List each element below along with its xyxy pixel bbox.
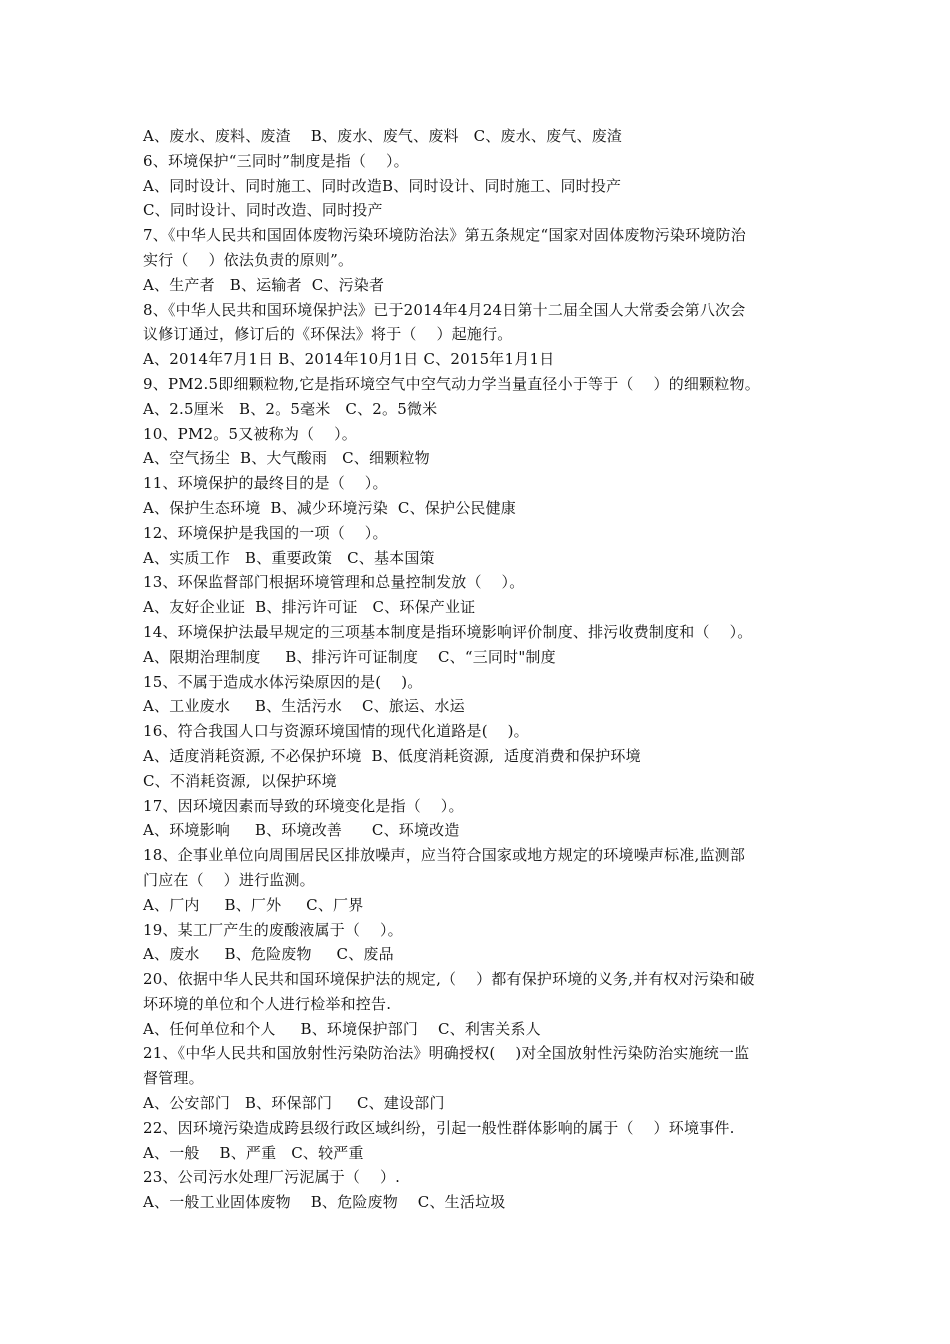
text-line: A、废水、废料、废渣 B、废水、废气、废料 C、废水、废气、废渣 bbox=[143, 127, 623, 145]
text-line: 8、《中华人民共和国环境保护法》已于2014年4月24日第十二届全国人大常委会第八次会 bbox=[143, 300, 746, 319]
text-line: A、友好企业证 B、排污许可证 C、环保产业证 bbox=[143, 598, 476, 617]
text-line: 实行（ ）依法负责的原则”。 bbox=[143, 250, 354, 269]
text-line: 16、符合我国人口与资源环境国情的现代化道路是( )。 bbox=[143, 722, 529, 741]
text-line: 9、PM2.5即细颗粒物,它是指环境空气中空气动力学当量直径小于等于（ ）的细颗粒物。 bbox=[143, 374, 760, 393]
text-line: A、保护生态环境 B、减少环境污染 C、保护公民健康 bbox=[143, 498, 517, 517]
text-line: A、2014年7月1日 B、2014年10月1日 C、2015年1月1日 bbox=[143, 350, 555, 369]
text-line: 14、环境保护法最早规定的三项基本制度是指环境影响评价制度、排污收费制度和（ ）。 bbox=[143, 622, 753, 641]
text-line: 督管理。 bbox=[143, 1069, 204, 1088]
text-line: 18、企事业单位向周围居民区排放噪声，应当符合国家或地方规定的环境噪声标准,监测部 bbox=[143, 846, 746, 865]
text-line: A、同时设计、同时施工、同时改造B、同时设计、同时施工、同时投产 bbox=[143, 176, 622, 195]
text-line: 22、因环境污染造成跨县级行政区域纠纷，引起一般性群体影响的属于（ ）环境事件. bbox=[143, 1118, 735, 1137]
text-line: A、2.5厘米 B、2。5毫米 C、2。5微米 bbox=[143, 399, 438, 418]
text-line: 21、《中华人民共和国放射性污染防治法》明确授权( )对全国放射性污染防治实施统一监 bbox=[143, 1044, 750, 1063]
text-line: 议修订通过，修订后的《环保法》将于（ ）起施行。 bbox=[143, 325, 513, 344]
text-line: 7、《中华人民共和国固体废物污染环境防治法》第五条规定“国家对固体废物污染环境防治 bbox=[143, 226, 746, 245]
text-line: C、同时设计、同时改造、同时投产 bbox=[143, 201, 383, 220]
text-line: A、废水 B、危险废物 C、废品 bbox=[143, 945, 394, 964]
text-line: A、一般工业固体废物 B、危险废物 C、生活垃圾 bbox=[143, 1193, 506, 1212]
text-line: A、空气扬尘 B、大气酸雨 C、细颗粒物 bbox=[143, 449, 430, 468]
text-line: 15、不属于造成水体污染原因的是( )。 bbox=[143, 672, 423, 691]
text-line: 10、PM2。5又被称为（ ）。 bbox=[143, 424, 357, 443]
text-line: 19、某工厂产生的废酸液属于（ ）。 bbox=[143, 920, 403, 939]
text-line: 门应在（ ）进行监测。 bbox=[143, 870, 315, 889]
text-line: A、实质工作 B、重要政策 C、基本国策 bbox=[143, 548, 435, 567]
text-line: 6、环境保护“三同时”制度是指（ ）。 bbox=[143, 151, 409, 170]
document-body bbox=[143, 124, 823, 1215]
text-line: A、限期治理制度 B、排污许可证制度 C、“三同时"制度 bbox=[143, 647, 556, 666]
text-line: 23、公司污水处理厂污泥属于（ ）. bbox=[143, 1168, 401, 1187]
text-line: A、任何单位和个人 B、环境保护部门 C、利害关系人 bbox=[143, 1019, 541, 1038]
text-line: A、工业废水 B、生活污水 C、旅运、水运 bbox=[143, 697, 465, 716]
text-line: A、公安部门 B、环保部门 C、建设部门 bbox=[143, 1094, 445, 1113]
text-line: 11、环境保护的最终目的是（ ）。 bbox=[143, 474, 388, 493]
text-line: A、生产者 B、运输者 C、污染者 bbox=[143, 275, 385, 294]
text-line: C、不消耗资源, 以保护环境 bbox=[143, 771, 337, 790]
text-line: A、一般 B、严重 C、较严重 bbox=[143, 1143, 364, 1162]
text-line: A、环境影响 B、环境改善 C、环境改造 bbox=[143, 821, 460, 840]
text-line: 坏环境的单位和个人进行检举和控告. bbox=[143, 994, 392, 1013]
text-line: 17、因环境因素而导致的环境变化是指（ ）。 bbox=[143, 796, 464, 815]
text-line: A、厂内 B、厂外 C、厂界 bbox=[143, 895, 364, 914]
text-line: 13、环保监督部门根据环境管理和总量控制发放（ ）。 bbox=[143, 573, 525, 592]
text-line: A、适度消耗资源, 不必保护环境 B、低度消耗资源, 适度消费和保护环境 bbox=[143, 746, 641, 765]
text-line: 20、依据中华人民共和国环境保护法的规定,（ ）都有保护环境的义务,并有权对污染和破 bbox=[143, 970, 755, 989]
text-line: 12、环境保护是我国的一项（ ）。 bbox=[143, 523, 388, 542]
